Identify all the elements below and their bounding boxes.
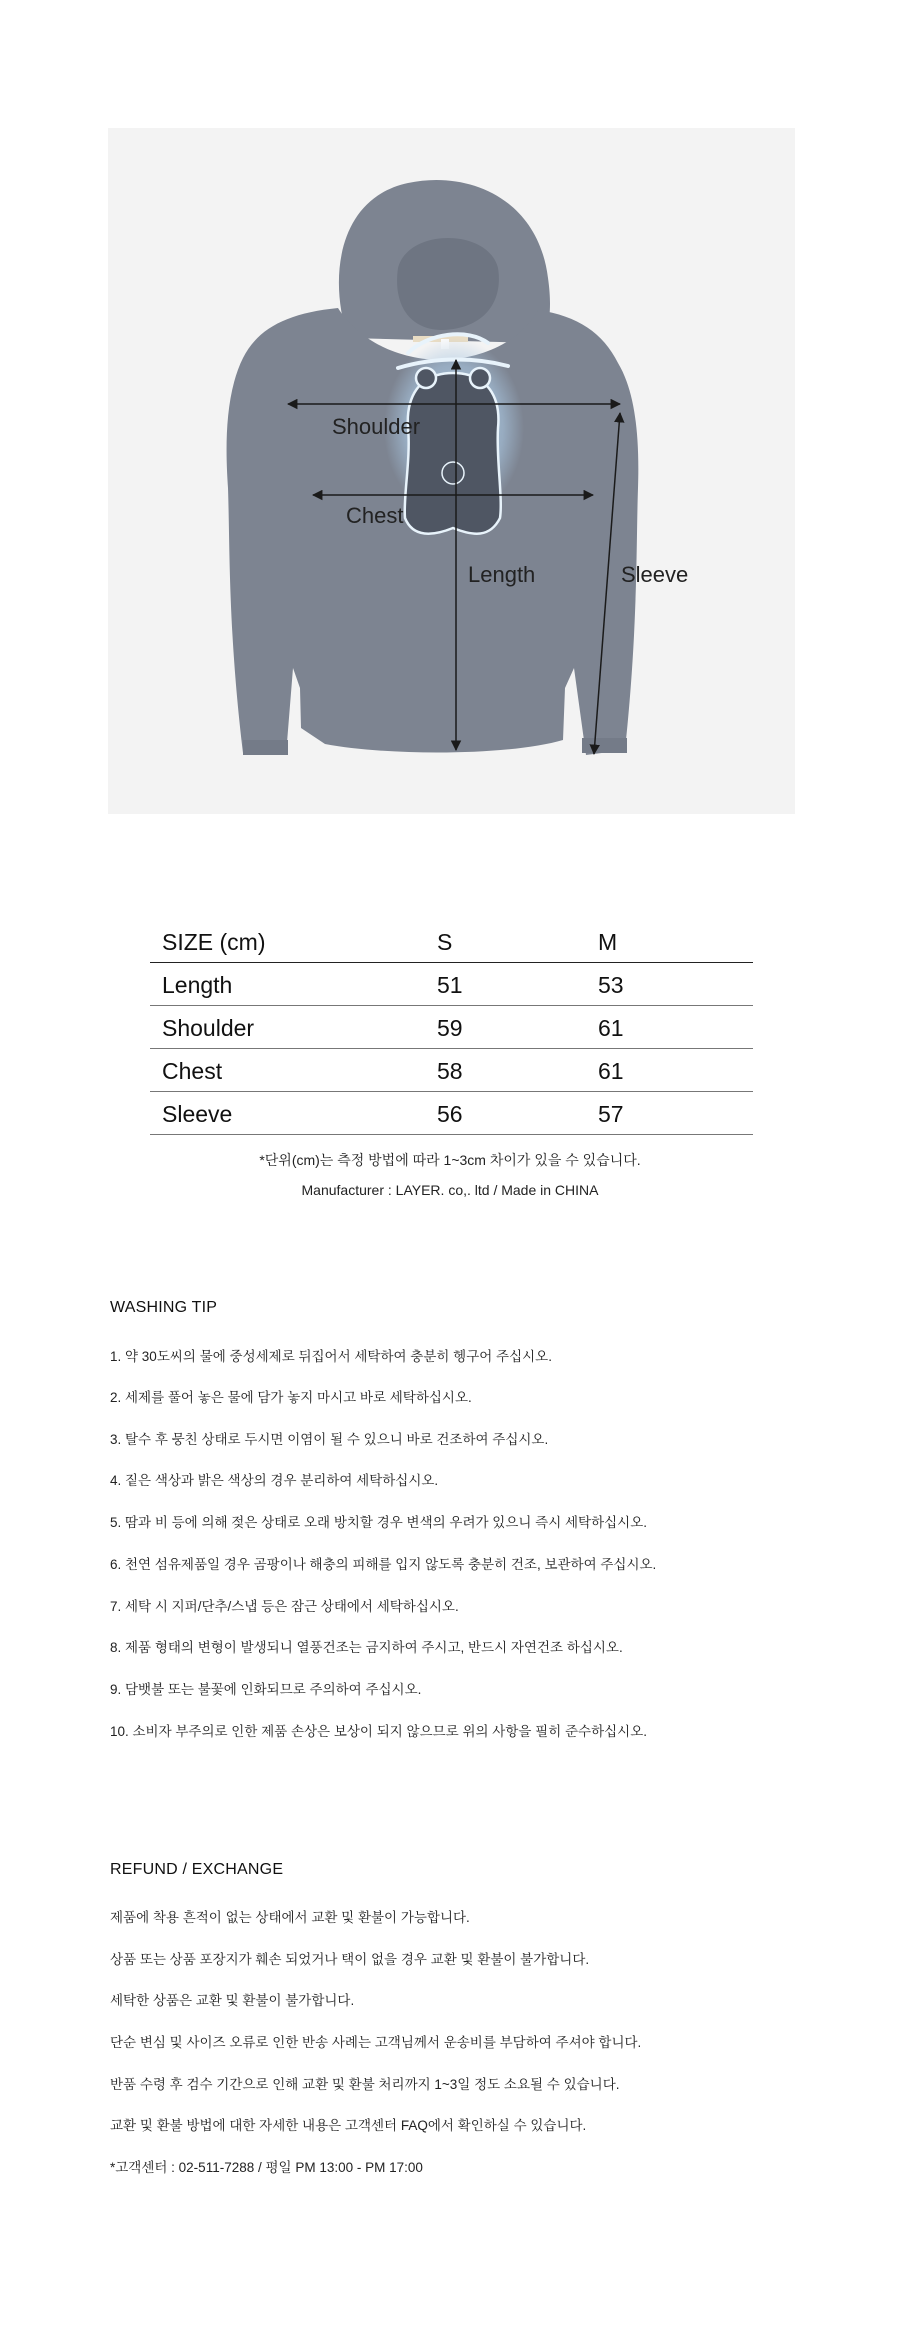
list-item: 2. 세제를 풀어 놓은 물에 담가 놓지 마시고 바로 세탁하십시오. [110,1390,472,1405]
row-m: 61 [598,1058,624,1084]
list-item: 4. 짙은 색상과 밝은 색상의 경우 분리하여 세탁하십시오. [110,1473,439,1488]
table-row [150,1049,753,1092]
size-table [150,918,753,1135]
list-item: 단순 변심 및 사이즈 오류로 인한 반송 사례는 고객님께서 운송비를 부담하여 주셔야 합니다. [110,2035,642,2050]
list-item: 5. 땀과 비 등에 의해 젖은 상태로 오래 방치할 경우 변색의 우려가 있으니 즉시 세탁하십시오. [110,1515,647,1530]
list-item: 7. 세탁 시 지퍼/단추/스냅 등은 잠근 상태에서 세탁하십시오. [110,1599,459,1614]
manufacturer-note: Manufacturer : LAYER. co,. ltd / Made in CHINA [301,1182,599,1198]
list-item: 상품 또는 상품 포장지가 훼손 되었거나 택이 없을 경우 교환 및 환불이 불가합니다. [110,1952,590,1967]
row-s: 58 [437,1058,463,1084]
table-row [150,1006,753,1049]
row-m: 61 [598,1015,624,1041]
washing-tip-title: WASHING TIP [110,1299,218,1316]
row-name: Sleeve [162,1101,233,1127]
list-item: 1. 약 30도씨의 물에 중성세제로 뒤집어서 세탁하여 충분히 헹구어 주십시오. [110,1349,552,1364]
row-m: 57 [598,1101,624,1127]
table-row [150,1092,753,1135]
chest-label: Chest [346,503,404,528]
list-item: 10. 소비자 부주의로 인한 제품 손상은 보상이 되지 않으므로 위의 사항을 필히 준수하십시오. [110,1724,648,1739]
refund-exchange-title: REFUND / EXCHANGE [110,1861,284,1878]
list-item: 제품에 착용 흔적이 없는 상태에서 교환 및 환불이 가능합니다. [110,1910,470,1925]
hoodie-measurement-illustration [108,128,795,814]
row-name: Length [162,972,233,998]
header-s: S [437,929,453,955]
row-m: 53 [598,972,624,998]
row-name: Chest [162,1058,223,1084]
hoodie-diagram [108,128,795,814]
length-label: Length [468,562,536,587]
row-s: 51 [437,972,463,998]
list-item: 6. 천연 섬유제품일 경우 곰팡이나 해충의 피해를 입지 않도록 충분히 건조, 보관하여 주십시오. [110,1557,657,1572]
list-item: 8. 제품 형태의 변형이 발생되니 열풍건조는 금지하여 주시고, 반드시 자연건조 하십시오. [110,1640,623,1655]
list-item: 3. 탈수 후 뭉친 상태로 두시면 이염이 될 수 있으니 바로 건조하여 주십시오. [110,1432,549,1447]
list-item: 교환 및 환불 방법에 대한 자세한 내용은 고객센터 FAQ에서 확인하실 수 있습니다. [110,2118,587,2133]
row-s: 59 [437,1015,463,1041]
row-s: 56 [437,1101,463,1127]
customer-center-info: *고객센터 : 02-511-7288 / 평일 PM 13:00 - PM 17:00 [110,2160,423,2175]
row-name: Shoulder [162,1015,255,1041]
size-table-header [150,918,753,963]
list-item: 반품 수령 후 검수 기간으로 인해 교환 및 환불 처리까지 1~3일 정도 소요될 수 있습니다. [110,2077,620,2092]
shoulder-label: Shoulder [332,414,421,439]
measure-note: *단위(cm)는 측정 방법에 따라 1~3cm 차이가 있을 수 있습니다. [259,1152,641,1168]
list-item: 세탁한 상품은 교환 및 환불이 불가합니다. [110,1993,355,2008]
header-size: SIZE (cm) [162,929,266,955]
header-m: M [598,929,618,955]
sleeve-label: Sleeve [621,562,689,587]
list-item: 9. 담뱃불 또는 불꽃에 인화되므로 주의하여 주십시오. [110,1682,422,1697]
table-row [150,963,753,1006]
